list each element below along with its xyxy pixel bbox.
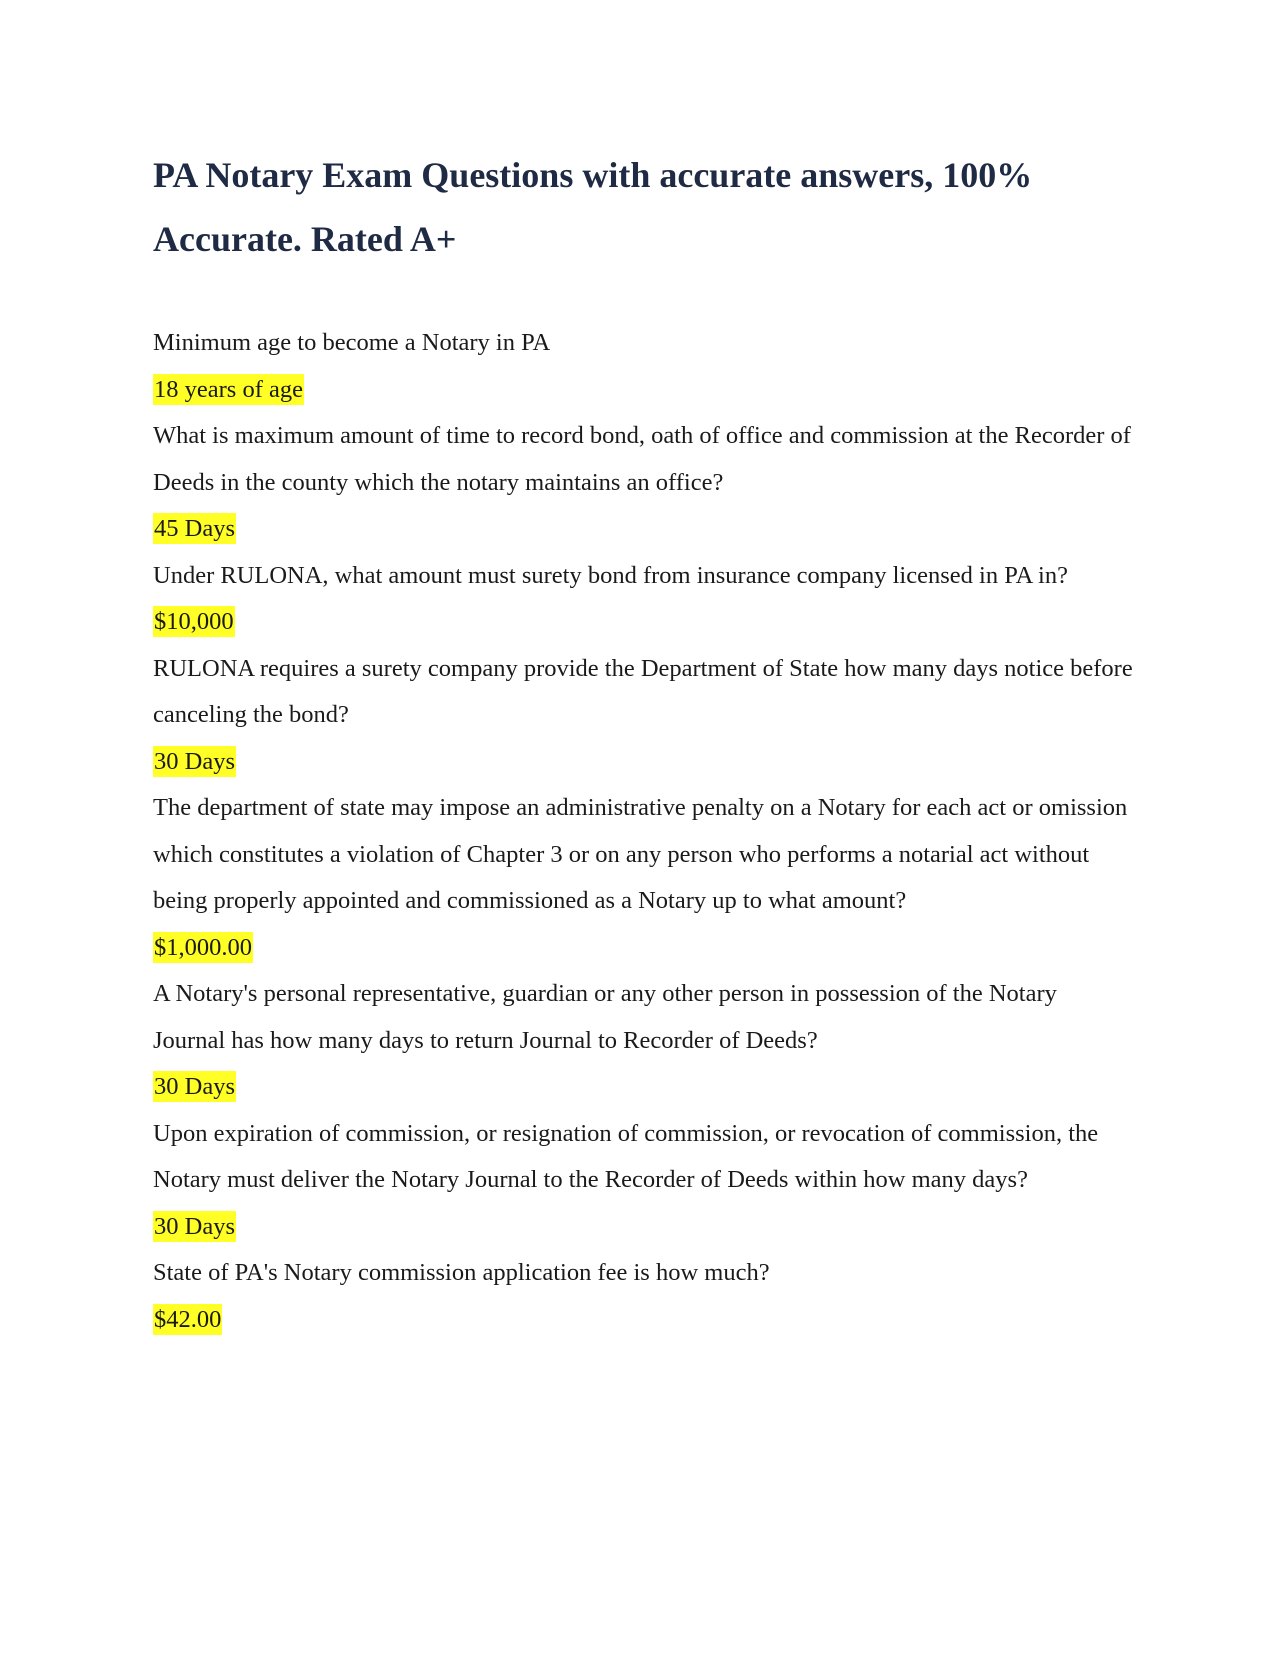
answer-highlight: $42.00	[154, 1305, 222, 1333]
answer-row	[153, 367, 1133, 414]
answer-row	[153, 506, 1133, 553]
answer-row	[153, 1297, 1133, 1344]
answer-highlight: $10,000	[154, 608, 234, 635]
question-text: Under RULONA, what amount must surety bond from insurance company licensed in PA in?	[153, 561, 1068, 589]
answer-highlight: 18 years of age	[154, 375, 303, 403]
answer-row	[153, 599, 1133, 646]
question-text: Upon expiration of commission, or resignation of commission, or revocation of commission, the Notary must deliver the Notary Journal to the Recorder of Deeds within how many days?	[153, 1119, 1099, 1193]
answer-row	[153, 1204, 1133, 1251]
answer-highlight: 45 Days	[154, 515, 235, 542]
answer-row	[153, 925, 1133, 972]
question-text: A Notary's personal representative, guardian or any other person in possession of the Notary Journal has how many days to return Journal to Recorder of Deeds?	[153, 980, 1057, 1054]
answer-highlight: $1,000.00	[154, 933, 252, 961]
answer-row	[153, 739, 1133, 786]
document-title: PA Notary Exam Questions with accurate answers, 100% Accurate. Rated A+	[153, 155, 1033, 259]
question-text: State of PA's Notary commission application fee is how much?	[153, 1259, 770, 1286]
answer-highlight: 30 Days	[154, 747, 235, 775]
question-text: What is maximum amount of time to record bond, oath of office and commission at the Recorder of Deeds in the county which the notary maintains an office?	[153, 422, 1131, 496]
question-text: RULONA requires a surety company provide the Department of State how many days notice before canceling the bond?	[153, 654, 1133, 728]
question-text: The department of state may impose an administrative penalty on a Notary for each act or omission which constitutes a violation of Chapter 3 or on any person who performs a notarial act without being properly appointed and commissioned as a Notary up to what amount?	[153, 794, 1128, 914]
question-text: Minimum age to become a Notary in PA	[153, 329, 551, 356]
qa-list	[153, 320, 1133, 1343]
answer-highlight: 30 Days	[154, 1073, 235, 1100]
answer-highlight: 30 Days	[154, 1212, 235, 1240]
answer-row	[153, 1064, 1133, 1111]
